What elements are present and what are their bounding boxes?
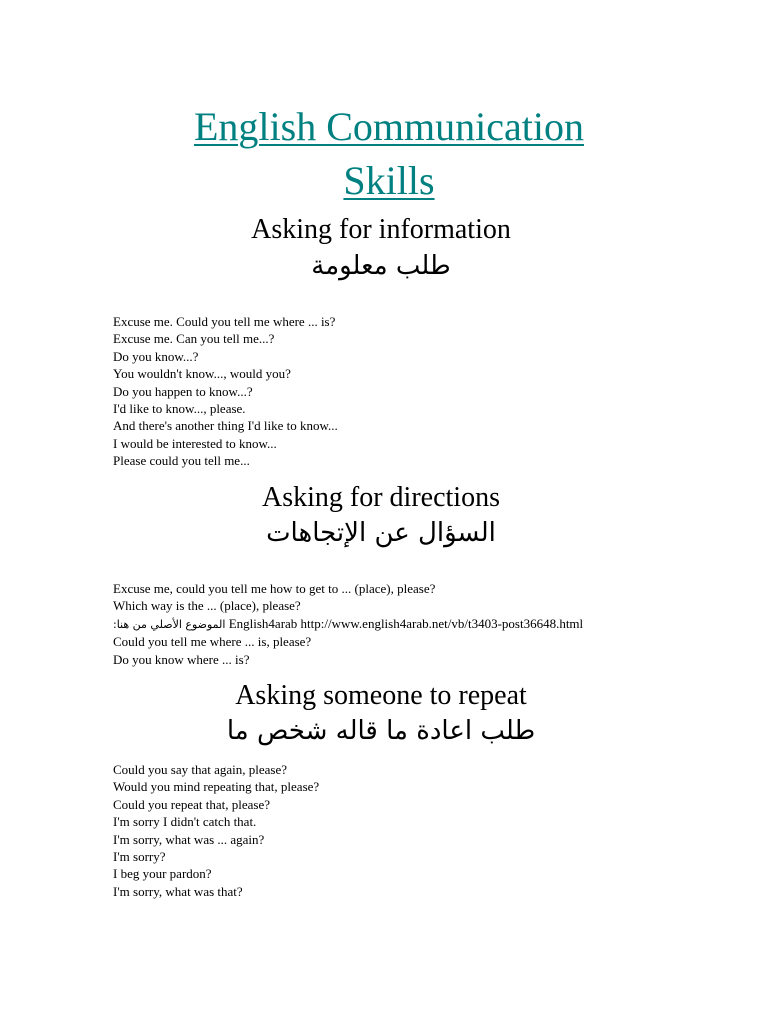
list-item: I beg your pardon? — [113, 866, 212, 882]
source-link[interactable]: English4arab http://www.english4arab.net/vb/t3403-post36648.html — [228, 615, 584, 631]
list-item: Could you say that again, please? — [113, 762, 288, 777]
list-item: Do you know...? — [113, 348, 199, 364]
list-item: Excuse me, could you tell me how to get to ... (place), please? — [113, 581, 436, 596]
list-item: I'm sorry I didn't catch that. — [113, 814, 257, 830]
list-item: I would be interested to know... — [113, 435, 277, 451]
phrase-list-directions — [113, 580, 733, 668]
section-heading-repeat: Asking someone to repeat — [235, 680, 527, 711]
list-item: I'm sorry? — [113, 849, 166, 865]
source-label-arabic: الموضوع الأصلي من هنا: — [113, 617, 226, 631]
section-heading-repeat-arabic: طلب اعادة ما قاله شخص ما — [226, 716, 536, 746]
list-item: You wouldn't know..., would you? — [113, 366, 291, 382]
list-item: Excuse me. Could you tell me where ... is? — [113, 314, 336, 329]
list-item: I'm sorry, what was that? — [113, 883, 243, 899]
phrase-list-repeat — [113, 761, 733, 900]
document-title-line-1[interactable]: English Communication — [194, 104, 584, 149]
document-title-line-2[interactable]: Skills — [343, 158, 435, 203]
section-heading-directions-arabic: السؤال عن الإتجاهات — [266, 518, 496, 548]
section-heading-directions: Asking for directions — [262, 482, 500, 513]
list-item: Could you tell me where ... is, please? — [113, 634, 312, 650]
list-item: Do you happen to know...? — [113, 383, 253, 399]
phrase-list-information — [113, 313, 733, 470]
list-item: And there's another thing I'd like to know... — [113, 418, 338, 434]
list-item: I'm sorry, what was ... again? — [113, 831, 265, 847]
section-heading-information-arabic: طلب معلومة — [311, 251, 451, 281]
list-item: I'd like to know..., please. — [113, 401, 246, 417]
list-item: Please could you tell me... — [113, 453, 250, 469]
list-item: Excuse me. Can you tell me...? — [113, 331, 275, 347]
list-item: Would you mind repeating that, please? — [113, 779, 320, 795]
source-line — [113, 615, 733, 633]
list-item: Do you know where ... is? — [113, 651, 250, 667]
section-heading-information: Asking for information — [251, 214, 511, 245]
document-title[interactable] — [0, 100, 768, 208]
list-item: Could you repeat that, please? — [113, 796, 271, 812]
list-item: Which way is the ... (place), please? — [113, 598, 301, 614]
